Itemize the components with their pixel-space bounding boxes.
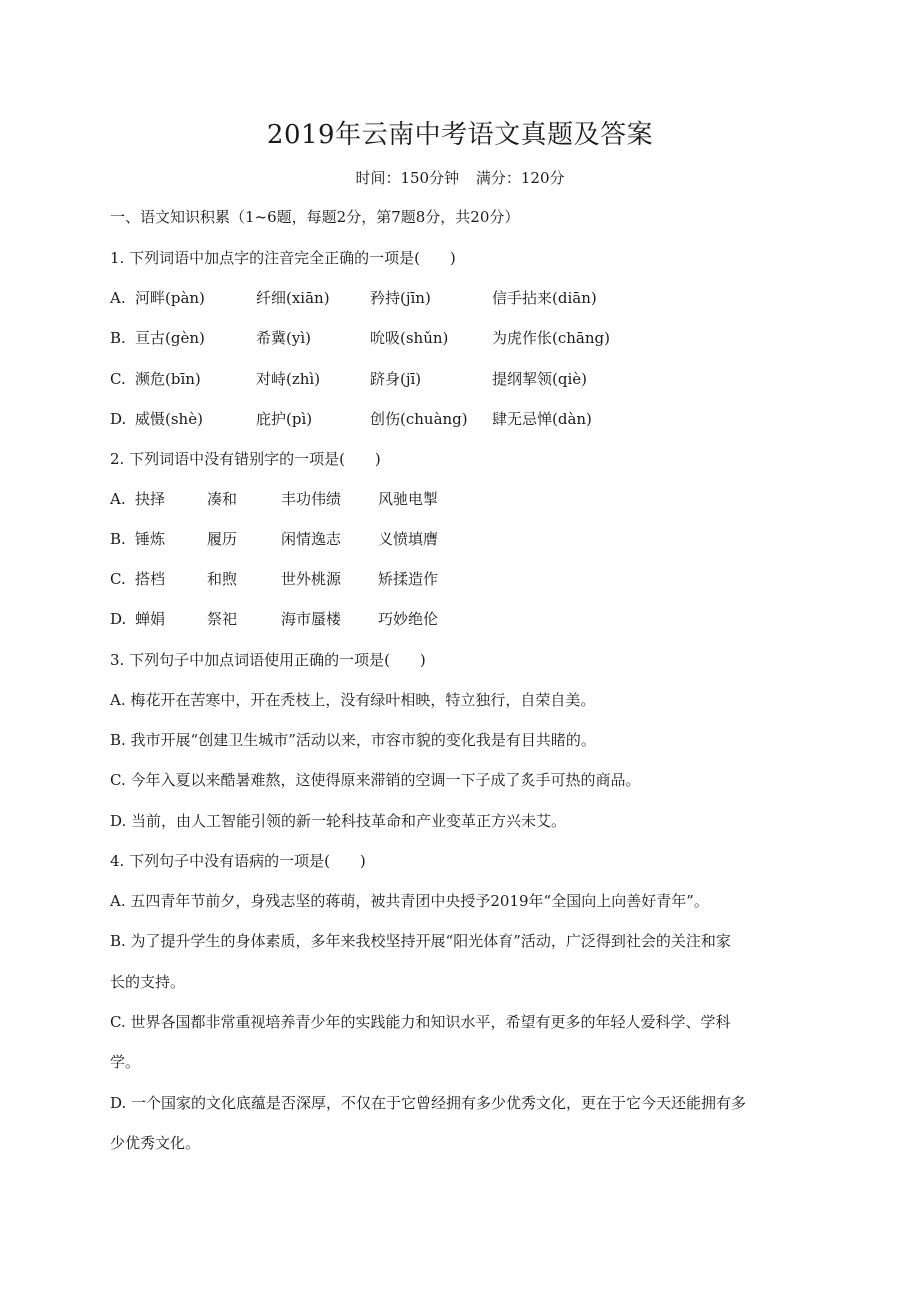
option-word: 矫揉造作 xyxy=(378,570,439,588)
option-word: 亘古(gèn) xyxy=(135,329,205,347)
option-word: 矜持(jīn) xyxy=(370,289,431,307)
option-word: 义愤填膺 xyxy=(378,530,439,548)
exam-time: 时间：150分钟 xyxy=(355,169,460,187)
exam-score: 满分：120分 xyxy=(475,169,565,187)
option-word: 希冀(yì) xyxy=(256,329,311,347)
option-letter: B. xyxy=(110,530,126,548)
option-word: 巧妙绝伦 xyxy=(378,610,439,628)
option-word: 跻身(jī) xyxy=(370,370,422,388)
option-word: 搭档 xyxy=(135,570,166,588)
q3-option-a: A. 梅花开在苦寒中，开在秃枝上，没有绿叶相映，特立独行，自荣自美。 xyxy=(110,691,596,709)
q4-option-a: A. 五四青年节前夕，身残志坚的蒋萌，被共青团中央授予2019年“全国向上向善好青年”。 xyxy=(110,892,709,910)
option-word: 海市蜃楼 xyxy=(281,610,342,628)
option-word: 履历 xyxy=(207,530,238,548)
option-letter: C. xyxy=(110,370,126,388)
option-word: 纤细(xiān) xyxy=(256,289,330,307)
option-word: 创伤(chuàng) xyxy=(370,410,468,428)
option-word: 为虎作伥(chāng) xyxy=(492,329,610,347)
q3-option-d: D. 当前，由人工智能引领的新一轮科技革命和产业变革正方兴未艾。 xyxy=(110,812,567,830)
q4-stem: 4. 下列句子中没有语病的一项是( ) xyxy=(110,852,366,870)
q4-option-b-cont: 长的支持。 xyxy=(110,973,186,991)
q1-stem: 1. 下列词语中加点字的注音完全正确的一项是( ) xyxy=(110,249,456,267)
option-word: 风驰电掣 xyxy=(378,490,439,508)
option-word: 抉择 xyxy=(135,490,166,508)
option-letter: D. xyxy=(110,410,127,428)
option-word: 世外桃源 xyxy=(281,570,342,588)
option-word: 提纲挈领(qiè) xyxy=(492,370,587,388)
option-word: 祭祀 xyxy=(207,610,238,628)
q4-option-c: C. 世界各国都非常重视培养青少年的实践能力和知识水平，希望有更多的年轻人爱科学、学科 xyxy=(110,1013,731,1031)
section-heading: 一、语文知识积累（1~6题，每题2分，第7题8分，共20分） xyxy=(110,208,520,226)
option-word: 蝉娟 xyxy=(135,610,166,628)
option-word: 吮吸(shǔn) xyxy=(370,329,449,347)
document-title: 2019年云南中考语文真题及答案 xyxy=(266,120,654,150)
option-word: 濒危(bīn) xyxy=(135,370,201,388)
option-word: 肆无忌惮(dàn) xyxy=(492,410,592,428)
q4-option-b: B. 为了提升学生的身体素质，多年来我校坚持开展“阳光体育”活动，广泛得到社会的关注和家 xyxy=(110,932,731,950)
option-word: 威慑(shè) xyxy=(135,410,203,428)
option-letter: B. xyxy=(110,329,126,347)
option-word: 庇护(pì) xyxy=(256,410,313,428)
q4-option-d: D. 一个国家的文化底蕴是否深厚，不仅在于它曾经拥有多少优秀文化，更在于它今天还能拥有多 xyxy=(110,1094,747,1112)
option-word: 丰功伟绩 xyxy=(281,490,342,508)
exam-meta xyxy=(0,166,920,190)
option-letter: D. xyxy=(110,610,127,628)
option-letter: C. xyxy=(110,570,126,588)
q2-stem: 2. 下列词语中没有错别字的一项是( ) xyxy=(110,450,381,468)
option-word: 河畔(pàn) xyxy=(135,289,205,307)
option-word: 凑和 xyxy=(207,490,238,508)
q4-option-c-cont: 学。 xyxy=(110,1053,141,1071)
option-word: 对峙(zhì) xyxy=(256,370,321,388)
option-word: 锤炼 xyxy=(135,530,166,548)
option-letter: A. xyxy=(110,490,126,508)
q3-option-c: C. 今年入夏以来酷暑难熬，这使得原来滞销的空调一下子成了炙手可热的商品。 xyxy=(110,771,641,789)
option-word: 闲情逸志 xyxy=(281,530,342,548)
option-word: 和煦 xyxy=(207,570,238,588)
q3-option-b: B. 我市开展“创建卫生城市”活动以来，市容市貌的变化我是有目共睹的。 xyxy=(110,731,596,749)
q4-option-d-cont: 少优秀文化。 xyxy=(110,1134,201,1152)
option-word: 信手拈来(diān) xyxy=(492,289,597,307)
q3-stem: 3. 下列句子中加点词语使用正确的一项是( ) xyxy=(110,651,426,669)
option-letter: A. xyxy=(110,289,126,307)
